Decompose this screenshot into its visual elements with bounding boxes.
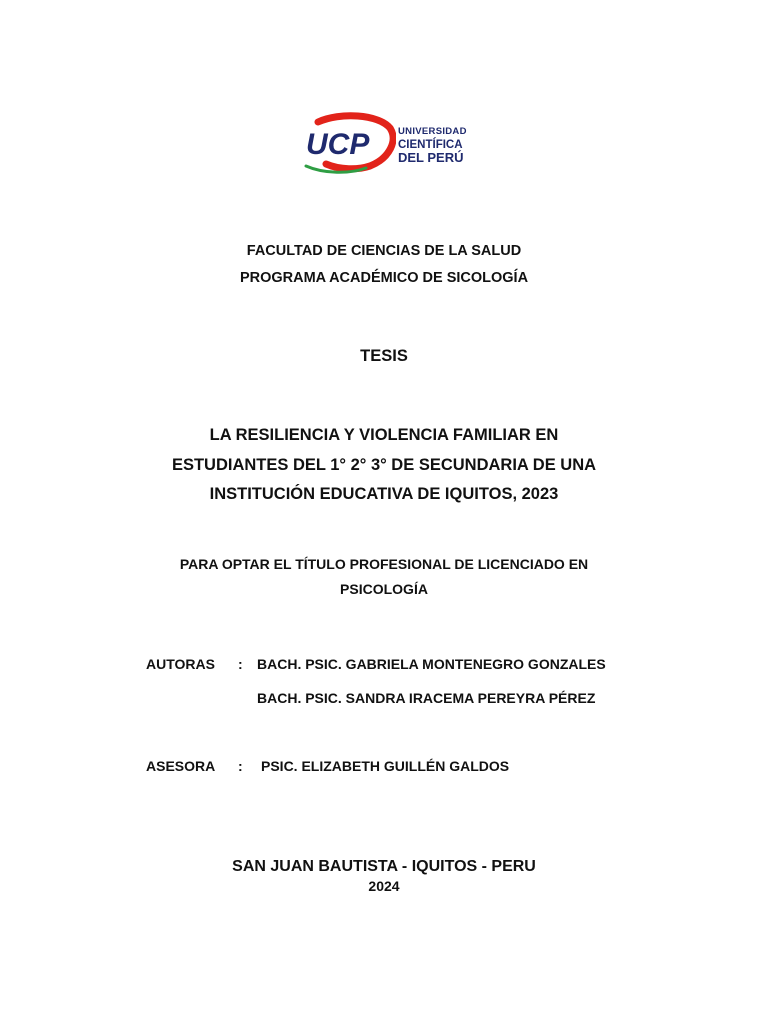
degree-statement [0,552,768,602]
logo-line-3: DEL PERÚ [398,150,464,165]
advisor-name: PSIC. ELIZABETH GUILLÉN GALDOS [261,758,510,774]
authors-label: AUTORAS [146,656,215,672]
logo-line-1: UNIVERSIDAD [398,126,467,137]
author-name: BACH. PSIC. GABRIELA MONTENEGRO GONZALES [257,656,606,672]
advisor-row [0,758,768,778]
title-line: ESTUDIANTES DEL 1° 2° 3° DE SECUNDARIA DE UNA [171,455,597,474]
title-line: INSTITUCIÓN EDUCATIVA DE IQUITOS, 2023 [209,485,559,503]
university-logo [300,112,480,182]
document-type: TESIS [360,347,408,365]
degree-line: PSICOLOGÍA [340,581,428,597]
degree-line: PARA OPTAR EL TÍTULO PROFESIONAL DE LICENCIADO EN [179,556,589,572]
logo-abbr: UCP [306,128,370,161]
advisor-label: ASESORA [146,758,216,774]
thesis-title [0,421,768,510]
faculty-heading [0,238,768,292]
program-name: PROGRAMA ACADÉMICO DE SICOLOGÍA [239,270,529,286]
logo-line-2: CIENTÍFICA [398,139,463,151]
faculty-name: FACULTAD DE CIENCIAS DE LA SALUD [246,243,522,259]
authors-row [0,656,768,676]
ucp-emblem-icon [300,112,396,178]
authors-separator: : [238,656,243,672]
advisor-separator: : [238,758,243,774]
authors-row-2 [0,690,768,710]
year: 2024 [368,878,400,894]
location: SAN JUAN BAUTISTA - IQUITOS - PERU [232,858,536,875]
author-name: BACH. PSIC. SANDRA IRACEMA PEREYRA PÉREZ [257,690,596,706]
title-line: LA RESILIENCIA Y VIOLENCIA FAMILIAR EN [209,426,559,444]
logo-wordmark [398,126,467,164]
